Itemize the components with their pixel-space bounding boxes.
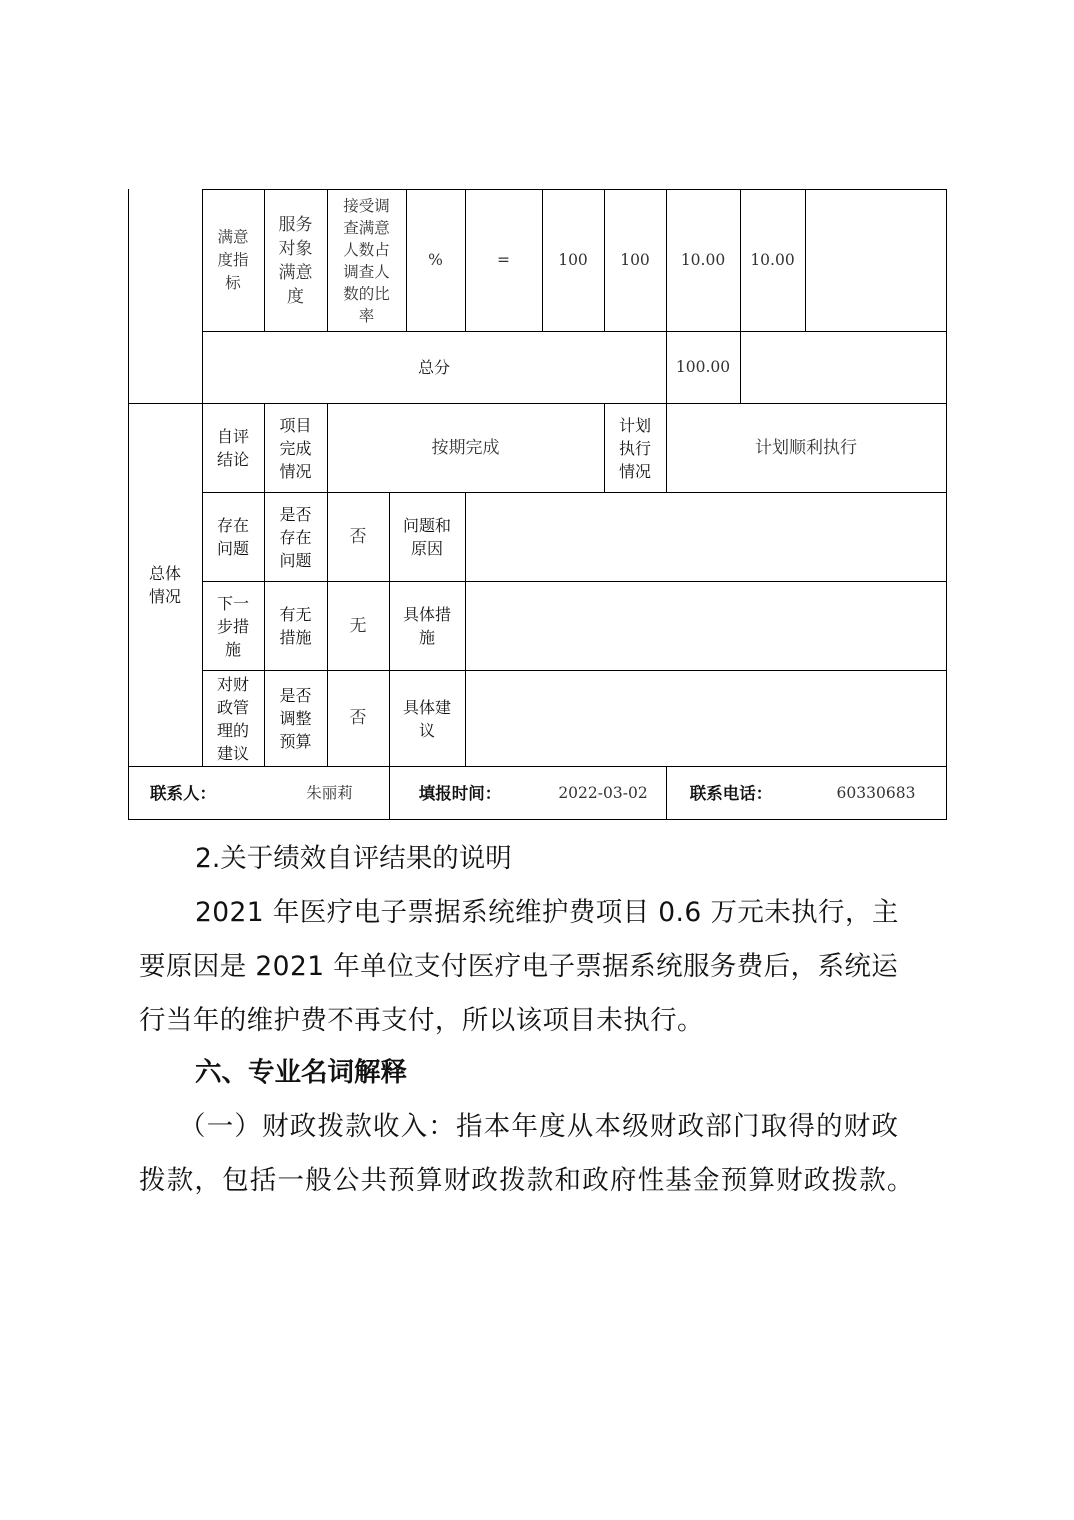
weight-cell: 10.00 xyxy=(680,251,726,269)
suggest-value xyxy=(465,671,946,766)
self-eval-label: 自评 结论 xyxy=(216,427,249,469)
unit-cell: % xyxy=(428,251,443,269)
paragraph-line: 行当年的维护费不再支付，所以该项目未执行。 xyxy=(139,1005,704,1036)
paragraph-line: 拨款，包括一般公共预算财政拨款和政府性基金预算财政拨款。 xyxy=(139,1165,915,1196)
date-value: 2022-03-02 xyxy=(558,783,648,802)
section-heading: 六、专业名词解释 xyxy=(195,1057,407,1088)
paragraph-line: 要原因是 2021 年单位支付医疗电子票据系统服务费后，系统运 xyxy=(139,951,899,982)
problems-label: 存在 问题 xyxy=(216,516,249,558)
overall-label: 总体 情况 xyxy=(148,564,181,606)
measure-label: 具体措 施 xyxy=(402,605,451,647)
problems-answer: 否 xyxy=(349,526,367,547)
total-value: 100.00 xyxy=(675,358,731,376)
next-steps-answer: 无 xyxy=(349,615,367,636)
score-cell: 10.00 xyxy=(750,251,795,269)
phone-value: 60330683 xyxy=(836,783,916,802)
operator-cell: = xyxy=(497,251,510,269)
suggest-label: 具体建 议 xyxy=(402,697,451,740)
next-steps-question: 有无 措施 xyxy=(279,605,312,647)
table-line xyxy=(805,189,806,332)
total-label: 总分 xyxy=(417,358,450,377)
actual-cell: 100 xyxy=(620,251,650,269)
table-line xyxy=(946,189,947,820)
suggestions-answer: 否 xyxy=(349,708,367,728)
completion-value: 按期完成 xyxy=(431,437,500,458)
suggestions-question: 是否 调整 预算 xyxy=(279,686,312,751)
problems-question: 是否 存在 问题 xyxy=(279,504,312,570)
metric-level2-cell: 满意 度指 标 xyxy=(217,228,249,292)
metric-level3-cell: 服务 对象 满意 度 xyxy=(278,214,313,307)
section-subtitle: 2.关于绩效自评结果的说明 xyxy=(195,843,512,874)
phone-label: 联系电话： xyxy=(689,783,773,803)
indicator-cell: 接受调 查满意 人数占 调查人 数的比 率 xyxy=(343,196,390,325)
table-line xyxy=(128,819,947,820)
contact-label: 联系人： xyxy=(150,783,216,803)
paragraph-line: 2021 年医疗电子票据系统维护费项目 0.6 万元未执行，主 xyxy=(195,897,899,928)
plan-value: 计划顺利执行 xyxy=(755,437,857,458)
suggestions-label: 对财 政管 理的 建议 xyxy=(216,674,249,763)
reason-value xyxy=(465,493,946,581)
plan-label: 计划 执行 情况 xyxy=(618,415,651,481)
reason-label: 问题和 原因 xyxy=(402,516,451,558)
next-steps-label: 下一 步措 施 xyxy=(216,593,249,659)
completion-label: 项目 完成 情况 xyxy=(279,415,312,481)
target-cell: 100 xyxy=(558,251,588,269)
paragraph-line: （一）财政拨款收入：指本年度从本级财政部门取得的财政 xyxy=(179,1111,900,1142)
contact-value: 朱丽莉 xyxy=(306,783,353,802)
date-label: 填报时间： xyxy=(418,783,502,803)
measure-value xyxy=(465,582,946,670)
body-text xyxy=(139,836,969,1216)
